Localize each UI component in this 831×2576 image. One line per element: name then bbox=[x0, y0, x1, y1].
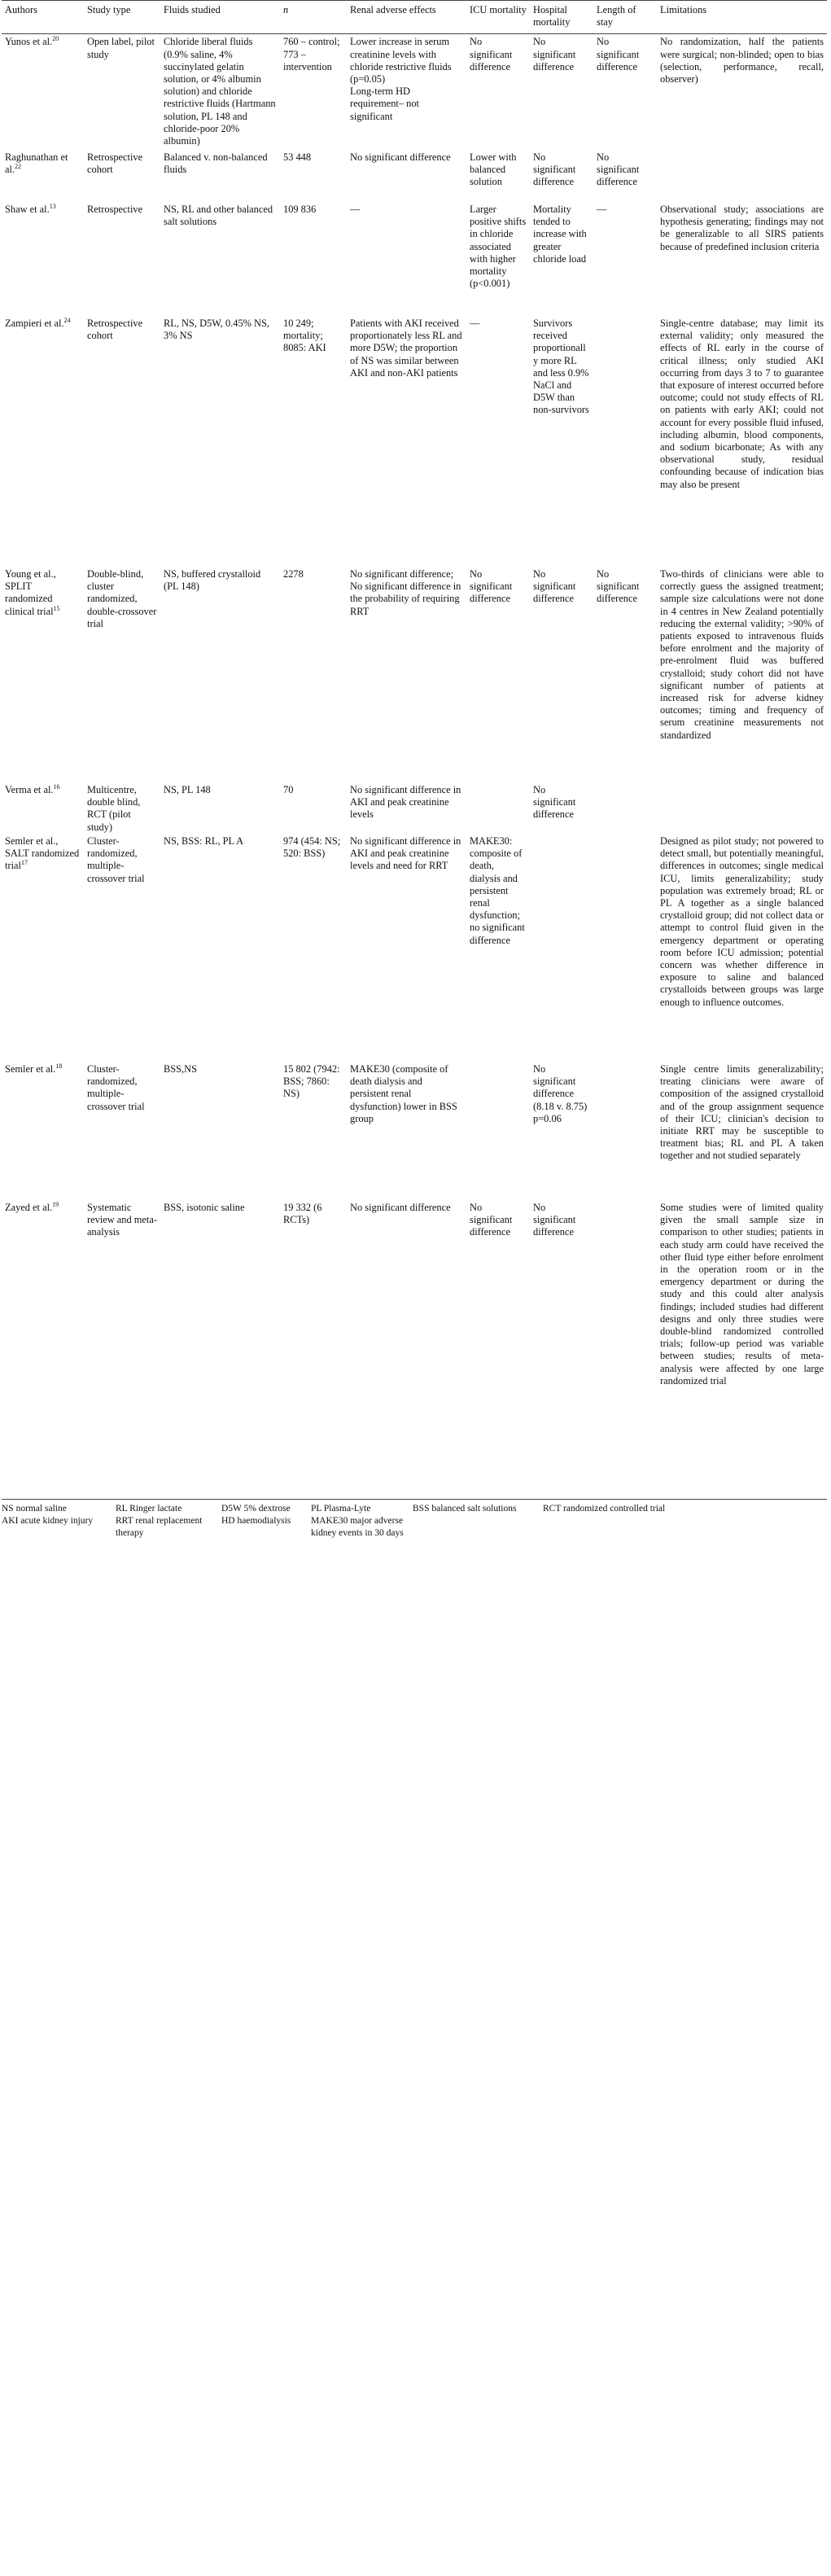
cell-icu: No significant difference bbox=[470, 36, 513, 72]
footnote-row bbox=[2, 1515, 827, 1540]
author-name: Verma et al. bbox=[5, 783, 54, 795]
cell-los: No significant difference bbox=[597, 151, 640, 188]
cell-limitations bbox=[657, 150, 827, 202]
cell-authors bbox=[2, 1062, 84, 1200]
footnote-item: AKI acute kidney injury bbox=[2, 1516, 94, 1527]
cell-limitations: Single-centre database; may limit its external validity; only measured the effects of RL early in the course of critical illness; only studied AKI occurring from days 3 to 7 to guarantee that exposure of interest occurred before outcome; could not study effects of RL on patients with early AKI; could not account for every possible fluid infused, including albumin, blood components, and sodium bicarbonate; As with any observational study, residual confounding because of indication bias may also be present bbox=[660, 317, 824, 490]
table-row bbox=[2, 1062, 827, 1200]
cell-icu: Lower with balanced solution bbox=[470, 151, 517, 188]
cell-renal bbox=[347, 1200, 466, 1500]
footnote-item: HD haemodialysis bbox=[221, 1516, 291, 1527]
cell-fluids: Balanced v. non-balanced fluids bbox=[164, 151, 268, 176]
footnote-item: RL Ringer lactate bbox=[116, 1504, 182, 1514]
cell-hospital: No significant difference bbox=[530, 1200, 593, 1500]
renal-line: — bbox=[350, 203, 361, 215]
table-row bbox=[2, 834, 827, 1062]
cell-study-type: Multicentre, double blind, RCT (pilot study) bbox=[87, 783, 141, 833]
cell-authors bbox=[2, 567, 84, 782]
footnote-item: RRT renal replacement therapy bbox=[116, 1516, 203, 1539]
renal-line: No significant difference bbox=[350, 1201, 451, 1213]
reference-number: 16 bbox=[53, 782, 60, 791]
footnote-item: BSS balanced salt solutions bbox=[413, 1504, 517, 1514]
cell-authors bbox=[2, 202, 84, 316]
footnote-item: D5W 5% dextrose bbox=[221, 1504, 291, 1514]
cell-study-type: Systematic review and meta-analysis bbox=[84, 1200, 160, 1500]
header-n bbox=[280, 1, 347, 34]
cell-fluids: BSS,NS bbox=[164, 1062, 197, 1075]
cell-renal bbox=[347, 834, 466, 1062]
footnote-item: MAKE30 major adverse kidney events in 30 days bbox=[311, 1516, 404, 1539]
table-row bbox=[2, 567, 827, 782]
cell-n: 70 bbox=[283, 783, 294, 795]
cell-limitations: Some studies were of limited quality given the small sample size in comparison to other studies; patients in each study arm could have received the other fluid type either before enrolment in the operation room or in the emergency department or during the study and this could alter analysis findings; included studies had different designs and only three studies were double-blind randomized controlled trials; follow-up period was variable between studies; results of meta-analysis were affected by one large randomized trial bbox=[657, 1200, 827, 1500]
cell-icu: — bbox=[470, 317, 480, 329]
cell-study-type: Open label, pilot study bbox=[87, 36, 155, 60]
cell-fluids: NS, BSS: RL, PL A bbox=[164, 835, 244, 847]
cell-renal bbox=[347, 150, 466, 202]
cell-fluids: NS, buffered crystalloid (PL 148) bbox=[164, 567, 261, 593]
header-study-type: Study type bbox=[84, 1, 160, 34]
cell-limitations bbox=[657, 782, 827, 834]
cell-los bbox=[593, 1062, 657, 1200]
table-row bbox=[2, 202, 827, 316]
cell-los: — bbox=[597, 203, 607, 215]
cell-hospital: No significant difference bbox=[533, 151, 576, 188]
reference-number: 20 bbox=[52, 35, 59, 43]
cell-los bbox=[593, 834, 657, 1062]
table-row bbox=[2, 34, 827, 150]
table-body bbox=[2, 34, 827, 1500]
cell-fluids: NS, RL and other balanced salt solutions bbox=[164, 203, 273, 228]
renal-line: MAKE30 (composite of death dialysis and persistent renal dysfunction) lower in BSS group bbox=[350, 1062, 457, 1124]
cell-renal bbox=[347, 202, 466, 316]
cell-hospital bbox=[530, 834, 593, 1062]
cell-icu: No significant difference bbox=[466, 1200, 530, 1500]
header-renal: Renal adverse effects bbox=[347, 1, 466, 34]
reference-number: 24 bbox=[63, 316, 71, 324]
cell-fluids: Chloride liberal fluids (0.9% saline, 4% succinylated gelatin solution, or 4% albumin solution) and chloride restrictive fluids (Hartmann solution, PL 148 and chloride-poor 20% albumin) bbox=[164, 36, 276, 147]
reference-number: 17 bbox=[20, 859, 28, 867]
cell-authors bbox=[2, 150, 84, 202]
footnote-row bbox=[2, 1503, 827, 1515]
cell-authors bbox=[2, 316, 84, 567]
cell-study-type: Retrospective bbox=[87, 203, 143, 215]
reference-number: 19 bbox=[52, 1200, 59, 1208]
author-name: Raghunathan et al. bbox=[5, 151, 68, 176]
cell-authors bbox=[2, 782, 84, 834]
cell-study-type: Double-blind, cluster randomized, double-crossover trial bbox=[87, 567, 157, 629]
renal-line: No significant difference bbox=[350, 151, 451, 163]
cell-icu: No significant difference bbox=[470, 567, 513, 605]
cell-renal bbox=[347, 316, 466, 567]
cell-study-type: Cluster-randomized, multiple-crossover trial bbox=[87, 835, 145, 884]
cell-n: 10 249; mortality; 8085: AKI bbox=[283, 317, 326, 354]
header-limitations: Limitations bbox=[657, 1, 827, 34]
cell-fluids: RL, NS, D5W, 0.45% NS, 3% NS bbox=[164, 317, 269, 342]
cell-renal bbox=[347, 567, 466, 782]
reference-number: 13 bbox=[49, 202, 56, 210]
cell-hospital: No significant difference bbox=[533, 36, 576, 72]
author-name: Zayed et al. bbox=[5, 1201, 53, 1213]
cell-limitations: No randomization, half the patients were surgical; non-blinded; open to bias (selection, performance, recall, observer) bbox=[660, 36, 824, 85]
table-row bbox=[2, 1200, 827, 1500]
cell-icu: Larger positive shifts in chloride associated with higher mortality (p<0.001) bbox=[470, 203, 527, 290]
renal-line: Patients with AKI received proportionately less RL and more D5W; the proportion of NS was similar between AKI and non-AKI patients bbox=[350, 317, 462, 379]
header-n-label: n bbox=[283, 4, 289, 15]
cell-limitations: Designed as pilot study; not powered to detect small, but potentially meaningful, differences in outcomes; single medical ICU, limits generalizability; study population was extremely broad; RL or PL A together as a single balanced crystalloid group; did not collect data or attempt to control fluid given in the emergency department or operating room before ICU admission; potential concern was whether difference in exposure to saline and balanced crystalloids between groups was large enough to influence outcomes. bbox=[660, 835, 824, 1008]
author-name: Shaw et al. bbox=[5, 203, 50, 215]
cell-n: 19 332 (6 RCTs) bbox=[280, 1200, 347, 1500]
studies-table bbox=[2, 0, 827, 1500]
cell-limitations: Observational study; associations are hypothesis generating; findings may not be generalizable to all SIRS patients because of predefined inclusion criteria bbox=[660, 203, 824, 252]
cell-study-type: Retrospective cohort bbox=[87, 317, 143, 342]
cell-study-type: Cluster-randomized, multiple-crossover trial bbox=[87, 1062, 145, 1112]
table-row bbox=[2, 316, 827, 567]
renal-line: No significant difference in AKI and peak creatinine levels and need for RRT bbox=[350, 835, 461, 872]
footnote-item bbox=[543, 1515, 754, 1540]
cell-n: 15 802 (7942: BSS; 7860: NS) bbox=[283, 1062, 340, 1100]
cell-n: 760 – control; 773 – intervention bbox=[283, 36, 340, 72]
cell-limitations: Two-thirds of clinicians were able to correctly guess the assigned treatment; sample size calculations were not done in 4 centres in New Zealand potentially reducing the external validity; >90% of patients exposed to intravenous fluids before enrolment and the majority of pre-enrolment fluid was buffered crystalloid; study cohort did not have significant number of patients at increased risk for adverse kidney outcomes; timing and frequency of serum creatinine measurements not standardized bbox=[660, 567, 824, 741]
cell-hospital: No significant difference (8.18 v. 8.75) p=0.06 bbox=[533, 1062, 588, 1124]
cell-n: 974 (454: NS; 520: BSS) bbox=[283, 835, 341, 860]
cell-los bbox=[593, 316, 657, 567]
author-name: Semler et al., SALT randomized trial bbox=[5, 835, 80, 872]
cell-authors bbox=[2, 34, 84, 150]
cell-los bbox=[593, 782, 657, 834]
cell-fluids: BSS, isotonic saline bbox=[160, 1200, 280, 1500]
cell-fluids: NS, PL 148 bbox=[164, 783, 211, 795]
header-fluids: Fluids studied bbox=[160, 1, 280, 34]
table-row bbox=[2, 782, 827, 834]
cell-hospital: No significant difference bbox=[533, 783, 576, 821]
cell-renal bbox=[347, 782, 466, 834]
cell-los bbox=[593, 1200, 657, 1500]
author-name: Zampieri et al. bbox=[5, 317, 64, 329]
footnotes bbox=[2, 1500, 827, 1540]
cell-limitations: Single centre limits generalizability; treating clinicians were aware of composition of the assigned crystalloid and of the group assignment sequence of their ICU; clinician's decision to initiate RRT may be susceptible to treatment bias; RL and PL A taken together and not studied separately bbox=[660, 1062, 824, 1162]
cell-hospital: No significant difference bbox=[533, 567, 576, 605]
renal-line: Lower increase in serum creatinine levels with chloride restrictive fluids (p=0.05) bbox=[350, 36, 452, 85]
footnote-item: PL Plasma-Lyte bbox=[311, 1504, 371, 1514]
renal-line: No significant difference in AKI and peak creatinine levels bbox=[350, 783, 461, 821]
author-name: Semler et al. bbox=[5, 1062, 56, 1075]
cell-renal bbox=[347, 34, 466, 150]
cell-n: 53 448 bbox=[283, 151, 312, 163]
cell-los: No significant difference bbox=[597, 567, 640, 605]
header-los: Length of stay bbox=[593, 1, 657, 34]
cell-authors bbox=[2, 834, 84, 1062]
table-row bbox=[2, 150, 827, 202]
header-icu: ICU mortality bbox=[466, 1, 530, 34]
reference-number: 18 bbox=[55, 1062, 63, 1070]
header-hospital: Hospital mortality bbox=[530, 1, 593, 34]
author-name: Yunos et al. bbox=[5, 36, 53, 48]
reference-number: 15 bbox=[53, 604, 60, 612]
cell-icu: MAKE30: composite of death, dialysis and persistent renal dysfunction; no significant difference bbox=[470, 835, 525, 946]
cell-icu bbox=[466, 782, 530, 834]
cell-los: No significant difference bbox=[597, 36, 640, 72]
footnote-item: NS normal saline bbox=[2, 1504, 67, 1514]
cell-hospital: Survivors received proportionally more RL and less 0.9% NaCl and D5W than non-survivors bbox=[533, 317, 589, 416]
footnote-item bbox=[413, 1515, 543, 1540]
cell-renal bbox=[347, 1062, 466, 1200]
reference-number: 22 bbox=[15, 162, 22, 170]
renal-line: Long-term HD requirement– not significant bbox=[350, 85, 419, 122]
cell-authors bbox=[2, 1200, 84, 1500]
cell-n: 109 836 bbox=[283, 203, 317, 215]
table-header-row bbox=[2, 1, 827, 34]
cell-n: 2278 bbox=[283, 567, 304, 580]
cell-icu bbox=[466, 1062, 530, 1200]
cell-hospital: Mortality tended to increase with greater chloride load bbox=[533, 203, 587, 265]
header-authors: Authors bbox=[2, 1, 84, 34]
cell-study-type: Retrospective cohort bbox=[87, 151, 143, 176]
renal-line: No significant difference; No significant difference in the probability of requiring RRT bbox=[350, 567, 461, 617]
author-name: Young et al., SPLIT randomized clinical trial bbox=[5, 567, 56, 617]
footnote-item: RCT randomized controlled trial bbox=[543, 1504, 666, 1514]
